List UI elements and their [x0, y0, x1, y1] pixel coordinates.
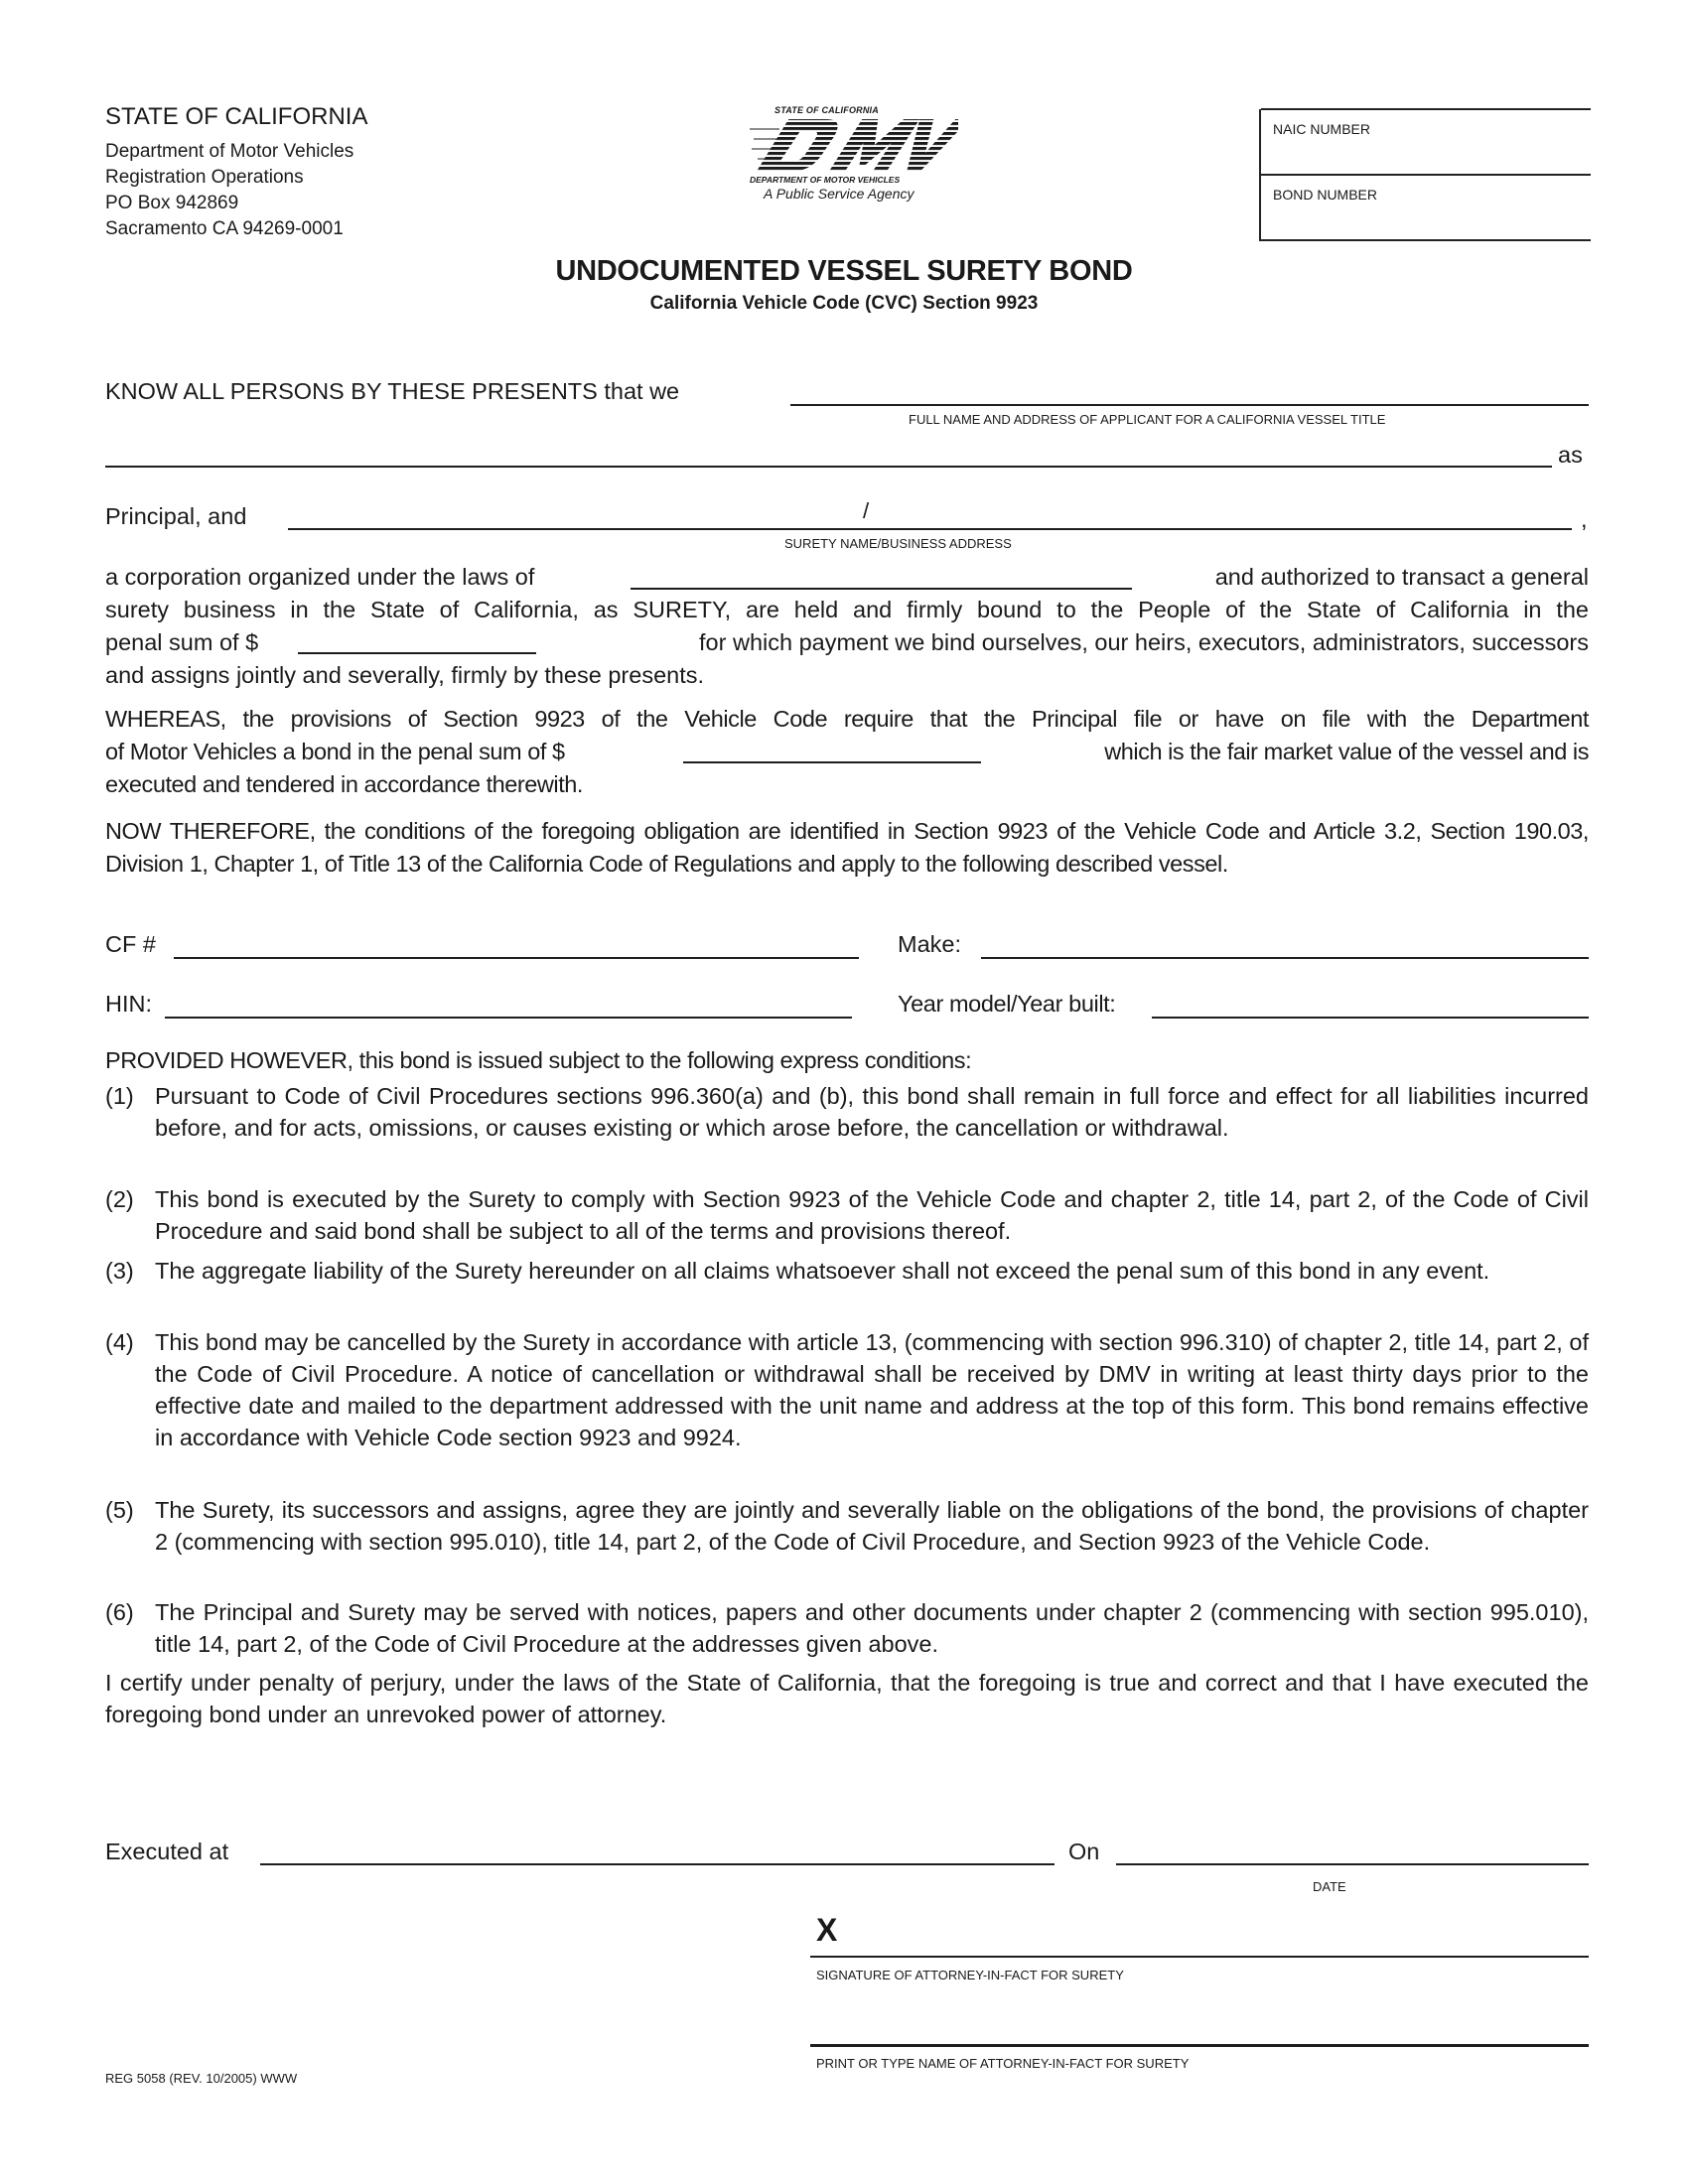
whereas-line-2-pre: of Motor Vehicles a bond in the penal sum of $ [105, 739, 565, 764]
penal-sum-line[interactable] [298, 652, 536, 654]
address-line: Sacramento CA 94269-0001 [105, 218, 344, 239]
bond-number-label: BOND NUMBER [1273, 187, 1378, 203]
date-caption: DATE [1313, 1879, 1346, 1894]
as-text: as [1558, 442, 1583, 468]
surety-business-text: surety business in the State of California, as SURETY, are held and firmly bound to the People of the State of California in the [105, 597, 1589, 622]
condition-text: This bond is executed by the Surety to comply with Section 9923 of the Vehicle Code and chapter 2, title 14, part 2, of the Code of Civil Procedure and said bond shall be subject to all of the terms and provisions thereof. [155, 1186, 1589, 1244]
principal-and-text: Principal, and [105, 503, 247, 529]
whereas-line-1: WHEREAS, the provisions of Section 9923 of the Vehicle Code require that the Principal file or have on file with the Department [105, 706, 1589, 732]
bond-number-field[interactable] [1261, 176, 1591, 240]
condition-text: The aggregate liability of the Surety hereunder on all claims whatsoever shall not exceed the penal sum of this bond in any event. [155, 1258, 1490, 1284]
condition-5 [105, 1494, 1589, 1558]
whereas-line-3: executed and tendered in accordance therewith. [105, 771, 583, 797]
state-of-california-heading: STATE OF CALIFORNIA [105, 103, 368, 130]
condition-number: (1) [105, 1083, 134, 1109]
executed-at-field[interactable] [260, 1863, 1055, 1865]
whereas-line-2-post: which is the fair market value of the vessel and is [1104, 739, 1589, 764]
naic-number-field[interactable] [1261, 109, 1591, 175]
condition-text: The Surety, its successors and assigns, agree they are jointly and severally liable on the obligations of the bond, the provisions of chapter 2 (commencing with section 995.010), title 14, part 2, of the Code of Civil Procedure, and Section 9923 of the Vehicle Code. [155, 1497, 1589, 1555]
year-model-field[interactable] [1152, 1017, 1589, 1019]
comma: , [1581, 506, 1588, 532]
date-field[interactable] [1116, 1863, 1589, 1865]
corporation-text-post: and authorized to transact a general [1214, 564, 1589, 590]
form-id-footer: REG 5058 (REV. 10/2005) WWW [105, 2071, 298, 2086]
applicant-name-line-1[interactable] [790, 404, 1589, 406]
condition-3 [105, 1255, 1589, 1287]
condition-6 [105, 1596, 1589, 1660]
dmv-logo-icon [750, 117, 958, 173]
print-name-caption: PRINT OR TYPE NAME OF ATTORNEY-IN-FACT FOR SURETY [816, 2056, 1190, 2071]
on-label: On [1068, 1839, 1100, 1864]
year-model-label: Year model/Year built: [898, 991, 1116, 1017]
logo-department-text: DEPARTMENT OF MOTOR VEHICLES [750, 175, 901, 185]
condition-4 [105, 1326, 1589, 1453]
state-of-incorporation-line[interactable] [631, 588, 1132, 590]
print-name-field[interactable] [810, 2044, 1589, 2047]
applicant-name-line-2[interactable] [105, 466, 1552, 468]
surety-name-address-line[interactable] [288, 528, 1572, 530]
assigns-text: and assigns jointly and severally, firmly by these presents. [105, 662, 705, 688]
make-field[interactable] [981, 957, 1589, 959]
form-subtitle: California Vehicle Code (CVC) Section 9923 [649, 293, 1039, 314]
certification-paragraph: I certify under penalty of perjury, under the laws of the State of California, that the foregoing is true and correct and that I have executed the foregoing bond under an unrevoked power of attorney. [105, 1670, 1589, 1727]
condition-2 [105, 1183, 1589, 1247]
know-all-persons-text: KNOW ALL PERSONS BY THESE PRESENTS that we [105, 378, 680, 404]
condition-text: This bond may be cancelled by the Surety in accordance with article 13, (commencing with section 996.310) of chapter 2, title 14, part 2, of the Code of Civil Procedure. A notice of cancellation or withdrawal shall be received by DMV in writing at least thirty days prior to the effective date and mailed to the department addressed with the unit name and address at the top of this form. This bond remains effective in accordance with Vehicle Code section 9923 and 9924. [155, 1329, 1589, 1450]
dmv-mailing-address [105, 139, 353, 242]
condition-number: (3) [105, 1258, 134, 1284]
address-line: Registration Operations [105, 167, 304, 188]
naic-bond-number-box [1259, 109, 1591, 241]
address-line: Department of Motor Vehicles [105, 141, 354, 162]
logo-state-text: STATE OF CALIFORNIA [774, 105, 879, 115]
signature-field[interactable] [810, 1956, 1589, 1958]
fair-market-value-line[interactable] [683, 761, 981, 763]
box-divider [1261, 239, 1591, 241]
condition-number: (4) [105, 1329, 134, 1355]
signature-caption: SIGNATURE OF ATTORNEY-IN-FACT FOR SURETY [816, 1968, 1124, 1982]
condition-number: (2) [105, 1186, 134, 1212]
penal-sum-text-post: for which payment we bind ourselves, our heirs, executors, administrators, successors [699, 629, 1589, 655]
condition-1 [105, 1080, 1589, 1144]
hin-label: HIN: [105, 991, 152, 1017]
corporation-text-pre: a corporation organized under the laws of [105, 564, 535, 590]
hin-field[interactable] [165, 1017, 852, 1019]
signature-x-mark: X [816, 1912, 838, 1948]
cf-number-field[interactable] [174, 957, 859, 959]
executed-at-label: Executed at [105, 1839, 229, 1864]
condition-text: Pursuant to Code of Civil Procedures sections 996.360(a) and (b), this bond shall remain in full force and effect for all liabilities incurred before, and for acts, omissions, or causes existing or which arose before, the cancellation or withdrawal. [155, 1083, 1589, 1141]
condition-number: (5) [105, 1497, 134, 1523]
condition-text: The Principal and Surety may be served with notices, papers and other documents under chapter 2 (commencing with section 995.010), title 14, part 2, of the Code of Civil Procedure at the addresses given above. [155, 1599, 1589, 1657]
cf-number-label: CF # [105, 931, 156, 957]
applicant-caption: FULL NAME AND ADDRESS OF APPLICANT FOR A CALIFORNIA VESSEL TITLE [909, 412, 1386, 427]
naic-number-label: NAIC NUMBER [1273, 121, 1371, 137]
now-therefore-paragraph: NOW THEREFORE, the conditions of the foregoing obligation are identified in Section 9923 of the Vehicle Code and Article 3.2, Section 190.03, Division 1, Chapter 1, of Title 13 of the California Code of Regulations and apply to the following described vessel. [105, 818, 1589, 877]
address-line: PO Box 942869 [105, 193, 239, 213]
dmv-logo [730, 105, 968, 208]
slash-separator: / [863, 498, 870, 523]
logo-tagline: A Public Service Agency [764, 186, 914, 202]
form-title: UNDOCUMENTED VESSEL SURETY BOND [555, 255, 1133, 287]
penal-sum-text-pre: penal sum of $ [105, 629, 259, 655]
provided-however-text: PROVIDED HOWEVER, this bond is issued subject to the following express conditions: [105, 1047, 972, 1073]
make-label: Make: [898, 931, 961, 957]
surety-caption: SURETY NAME/BUSINESS ADDRESS [784, 536, 1012, 551]
condition-number: (6) [105, 1599, 134, 1625]
